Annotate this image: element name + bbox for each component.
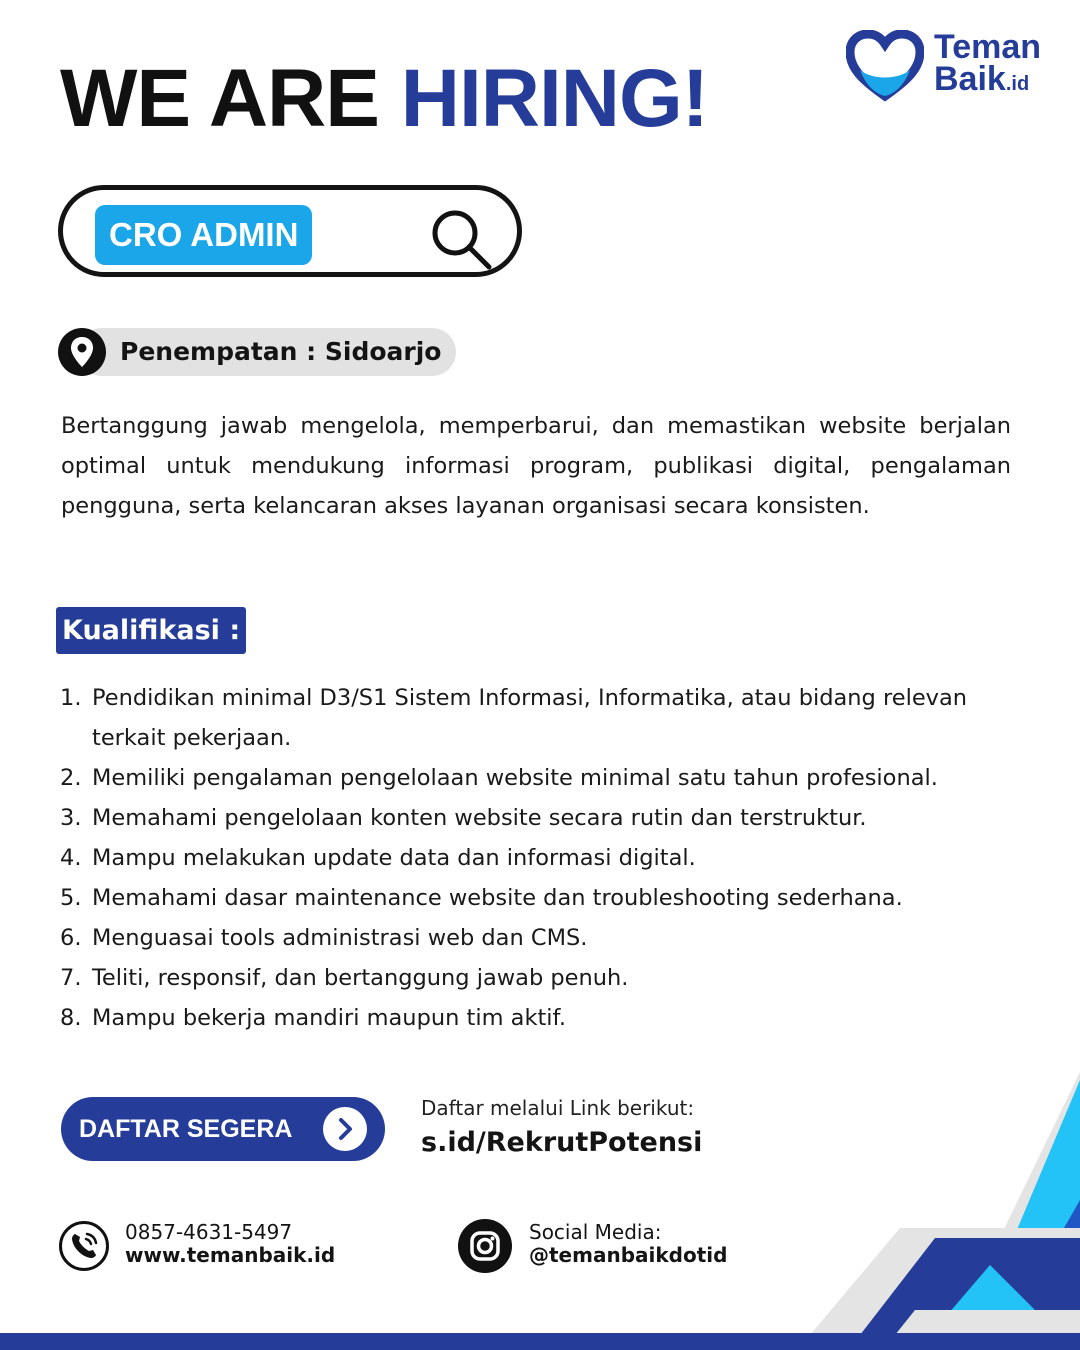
list-item-number: 4. <box>60 845 82 871</box>
list-item-number: 6. <box>60 925 82 951</box>
list-item-text: Mampu melakukan update data dan informasi digital. <box>92 845 696 871</box>
register-now-label: DAFTAR SEGERA <box>79 1115 293 1143</box>
list-item <box>60 958 1040 998</box>
list-item-text: Teliti, responsif, dan bertanggung jawab penuh. <box>92 965 629 991</box>
list-item-number: 5. <box>60 885 82 911</box>
list-item-text: Menguasai tools administrasi web dan CMS. <box>92 925 588 951</box>
headline-we-are: WE ARE <box>60 53 379 144</box>
contact-info <box>125 1221 335 1267</box>
list-item-number: 8. <box>60 1005 82 1031</box>
headline-hiring: HIRING! <box>400 53 709 144</box>
headline <box>60 53 709 144</box>
heart-logo-icon <box>846 30 924 102</box>
list-item-number: 1. <box>60 685 82 711</box>
social-media-info <box>529 1221 727 1267</box>
brand-logo <box>846 30 1056 102</box>
list-item-number: 7. <box>60 965 82 991</box>
search-icon <box>429 207 495 273</box>
list-item-number: 2. <box>60 765 82 791</box>
list-item-text: Mampu bekerja mandiri maupun tim aktif. <box>92 1005 566 1031</box>
list-item <box>60 758 1040 798</box>
website-link[interactable]: www.temanbaik.id <box>125 1243 336 1267</box>
list-item <box>60 998 1040 1038</box>
social-media-handle[interactable]: @temanbaikdotid <box>529 1243 728 1267</box>
brand-name-line1: Teman <box>934 28 1042 66</box>
decorative-shapes <box>0 1040 1080 1350</box>
instagram-icon <box>458 1219 512 1273</box>
phone-number: 0857-4631-5497 <box>125 1220 293 1244</box>
list-item <box>60 678 1040 758</box>
qualifications-title: Kualifikasi : <box>56 607 246 654</box>
location-pin-icon <box>58 328 106 376</box>
registration-link[interactable]: s.id/RekrutPotensi <box>421 1127 703 1158</box>
list-item <box>60 798 1040 838</box>
list-item <box>60 838 1040 878</box>
position-title: CRO ADMIN <box>95 205 312 265</box>
chevron-right-icon <box>323 1107 367 1151</box>
phone-icon <box>58 1220 110 1272</box>
list-item-text: Memahami pengelolaan konten website secara rutin dan terstruktur. <box>92 805 867 831</box>
position-search-bar <box>58 185 522 277</box>
list-item-text: Pendidikan minimal D3/S1 Sistem Informasi, Informatika, atau bidang relevan terkait pekerjaan. <box>92 685 968 751</box>
social-media-label: Social Media: <box>529 1220 662 1244</box>
registration-prompt: Daftar melalui Link berikut: <box>421 1096 695 1120</box>
register-now-button[interactable] <box>61 1097 385 1161</box>
list-item-number: 3. <box>60 805 82 831</box>
job-description: Bertanggung jawab mengelola, memperbarui, dan memastikan website berjalan optimal untuk mendukung informasi program, publikasi digital, pengalaman pengguna, serta kelancaran akses layanan organisasi secara konsisten. <box>61 413 1011 519</box>
brand-name-line2: Baik <box>934 60 1006 98</box>
list-item-text: Memiliki pengalaman pengelolaan website minimal satu tahun profesional. <box>92 765 938 791</box>
list-item <box>60 918 1040 958</box>
list-item-text: Memahami dasar maintenance website dan troubleshooting sederhana. <box>92 885 903 911</box>
brand-suffix: .id <box>1005 73 1030 95</box>
placement-label: Penempatan : Sidoarjo <box>120 337 442 366</box>
qualifications-list <box>60 678 1040 1038</box>
list-item <box>60 878 1040 918</box>
